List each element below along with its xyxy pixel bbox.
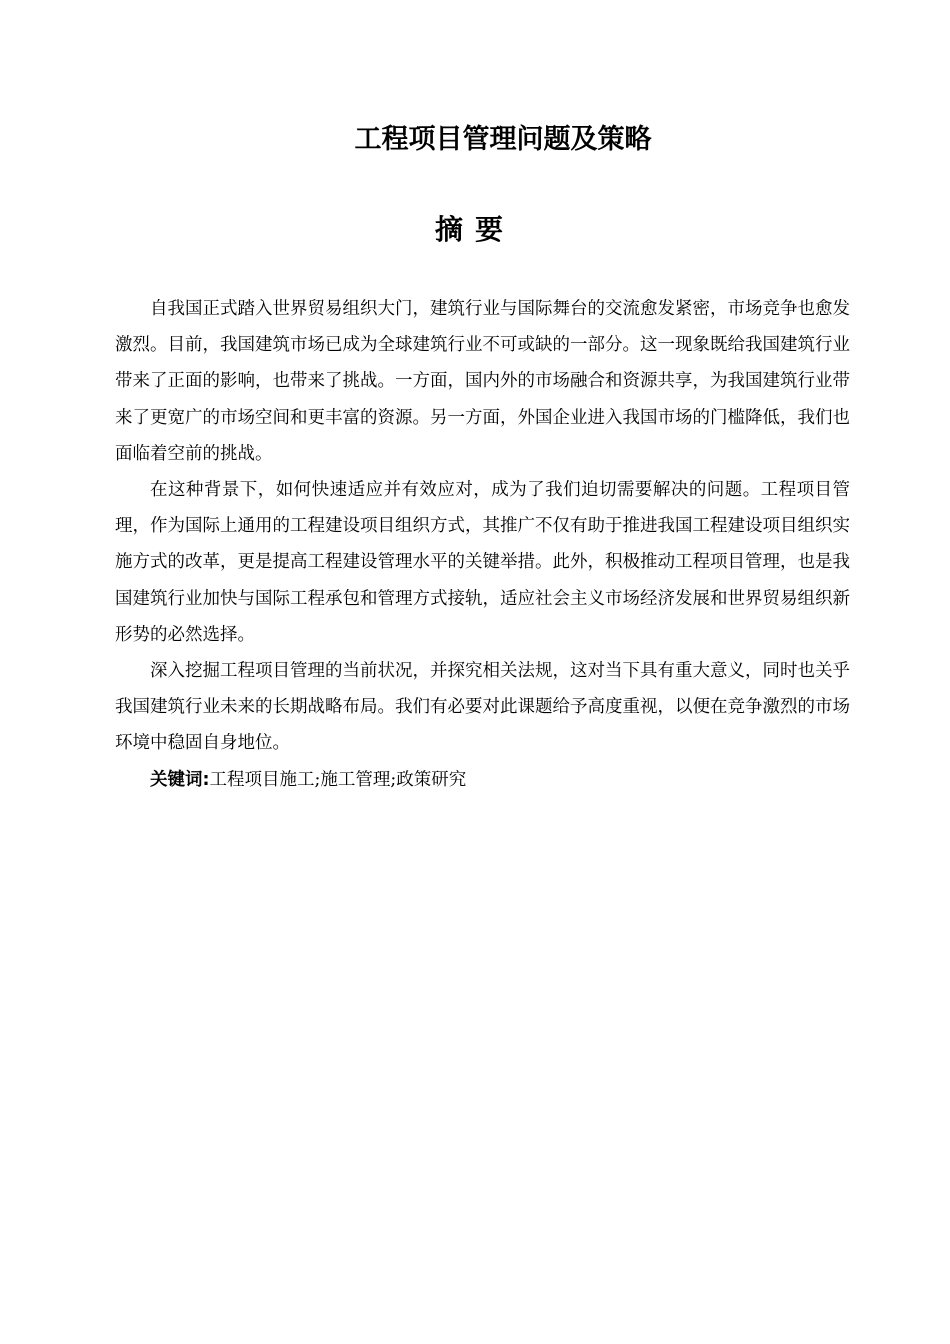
abstract-paragraph-3: 深入挖掘工程项目管理的当前状况，并探究相关法规，这对当下具有重大意义，同时也关乎我国建筑行业未来的长期战略布局。我们有必要对此课题给予高度重视，以便在竞争激烈的市场环境中稳固自身地位。	[115, 661, 850, 754]
abstract-paragraph-2: 在这种背景下，如何快速适应并有效应对，成为了我们迫切需要解决的问题。工程项目管理，作为国际上通用的工程建设项目组织方式，其推广不仅有助于推进我国工程建设项目组织实施方式的改革，更是提高工程建设管理水平的关键举措。此外，积极推动工程项目管理，也是我国建筑行业加快与国际工程承包和管理方式接轨，适应社会主义市场经济发展和世界贸易组织新形势的必然选择。	[115, 480, 850, 645]
keywords-label: 关键词:	[150, 769, 210, 790]
document-title: 工程项目管理问题及策略	[354, 124, 652, 155]
keywords-value: 工程项目施工;施工管理;政策研究	[209, 769, 467, 790]
abstract-heading: 摘要	[434, 213, 515, 246]
abstract-paragraph-1: 自我国正式踏入世界贸易组织大门，建筑行业与国际舞台的交流愈发紧密，市场竞争也愈发激烈。目前，我国建筑市场已成为全球建筑行业不可或缺的一部分。这一现象既给我国建筑行业带来了正面的影响，也带来了挑战。一方面，国内外的市场融合和资源共享，为我国建筑行业带来了更宽广的市场空间和更丰富的资源。另一方面，外国企业进入我国市场的门槛降低，我们也面临着空前的挑战。	[115, 299, 850, 464]
keywords-line	[115, 762, 850, 798]
abstract-body	[115, 291, 850, 798]
